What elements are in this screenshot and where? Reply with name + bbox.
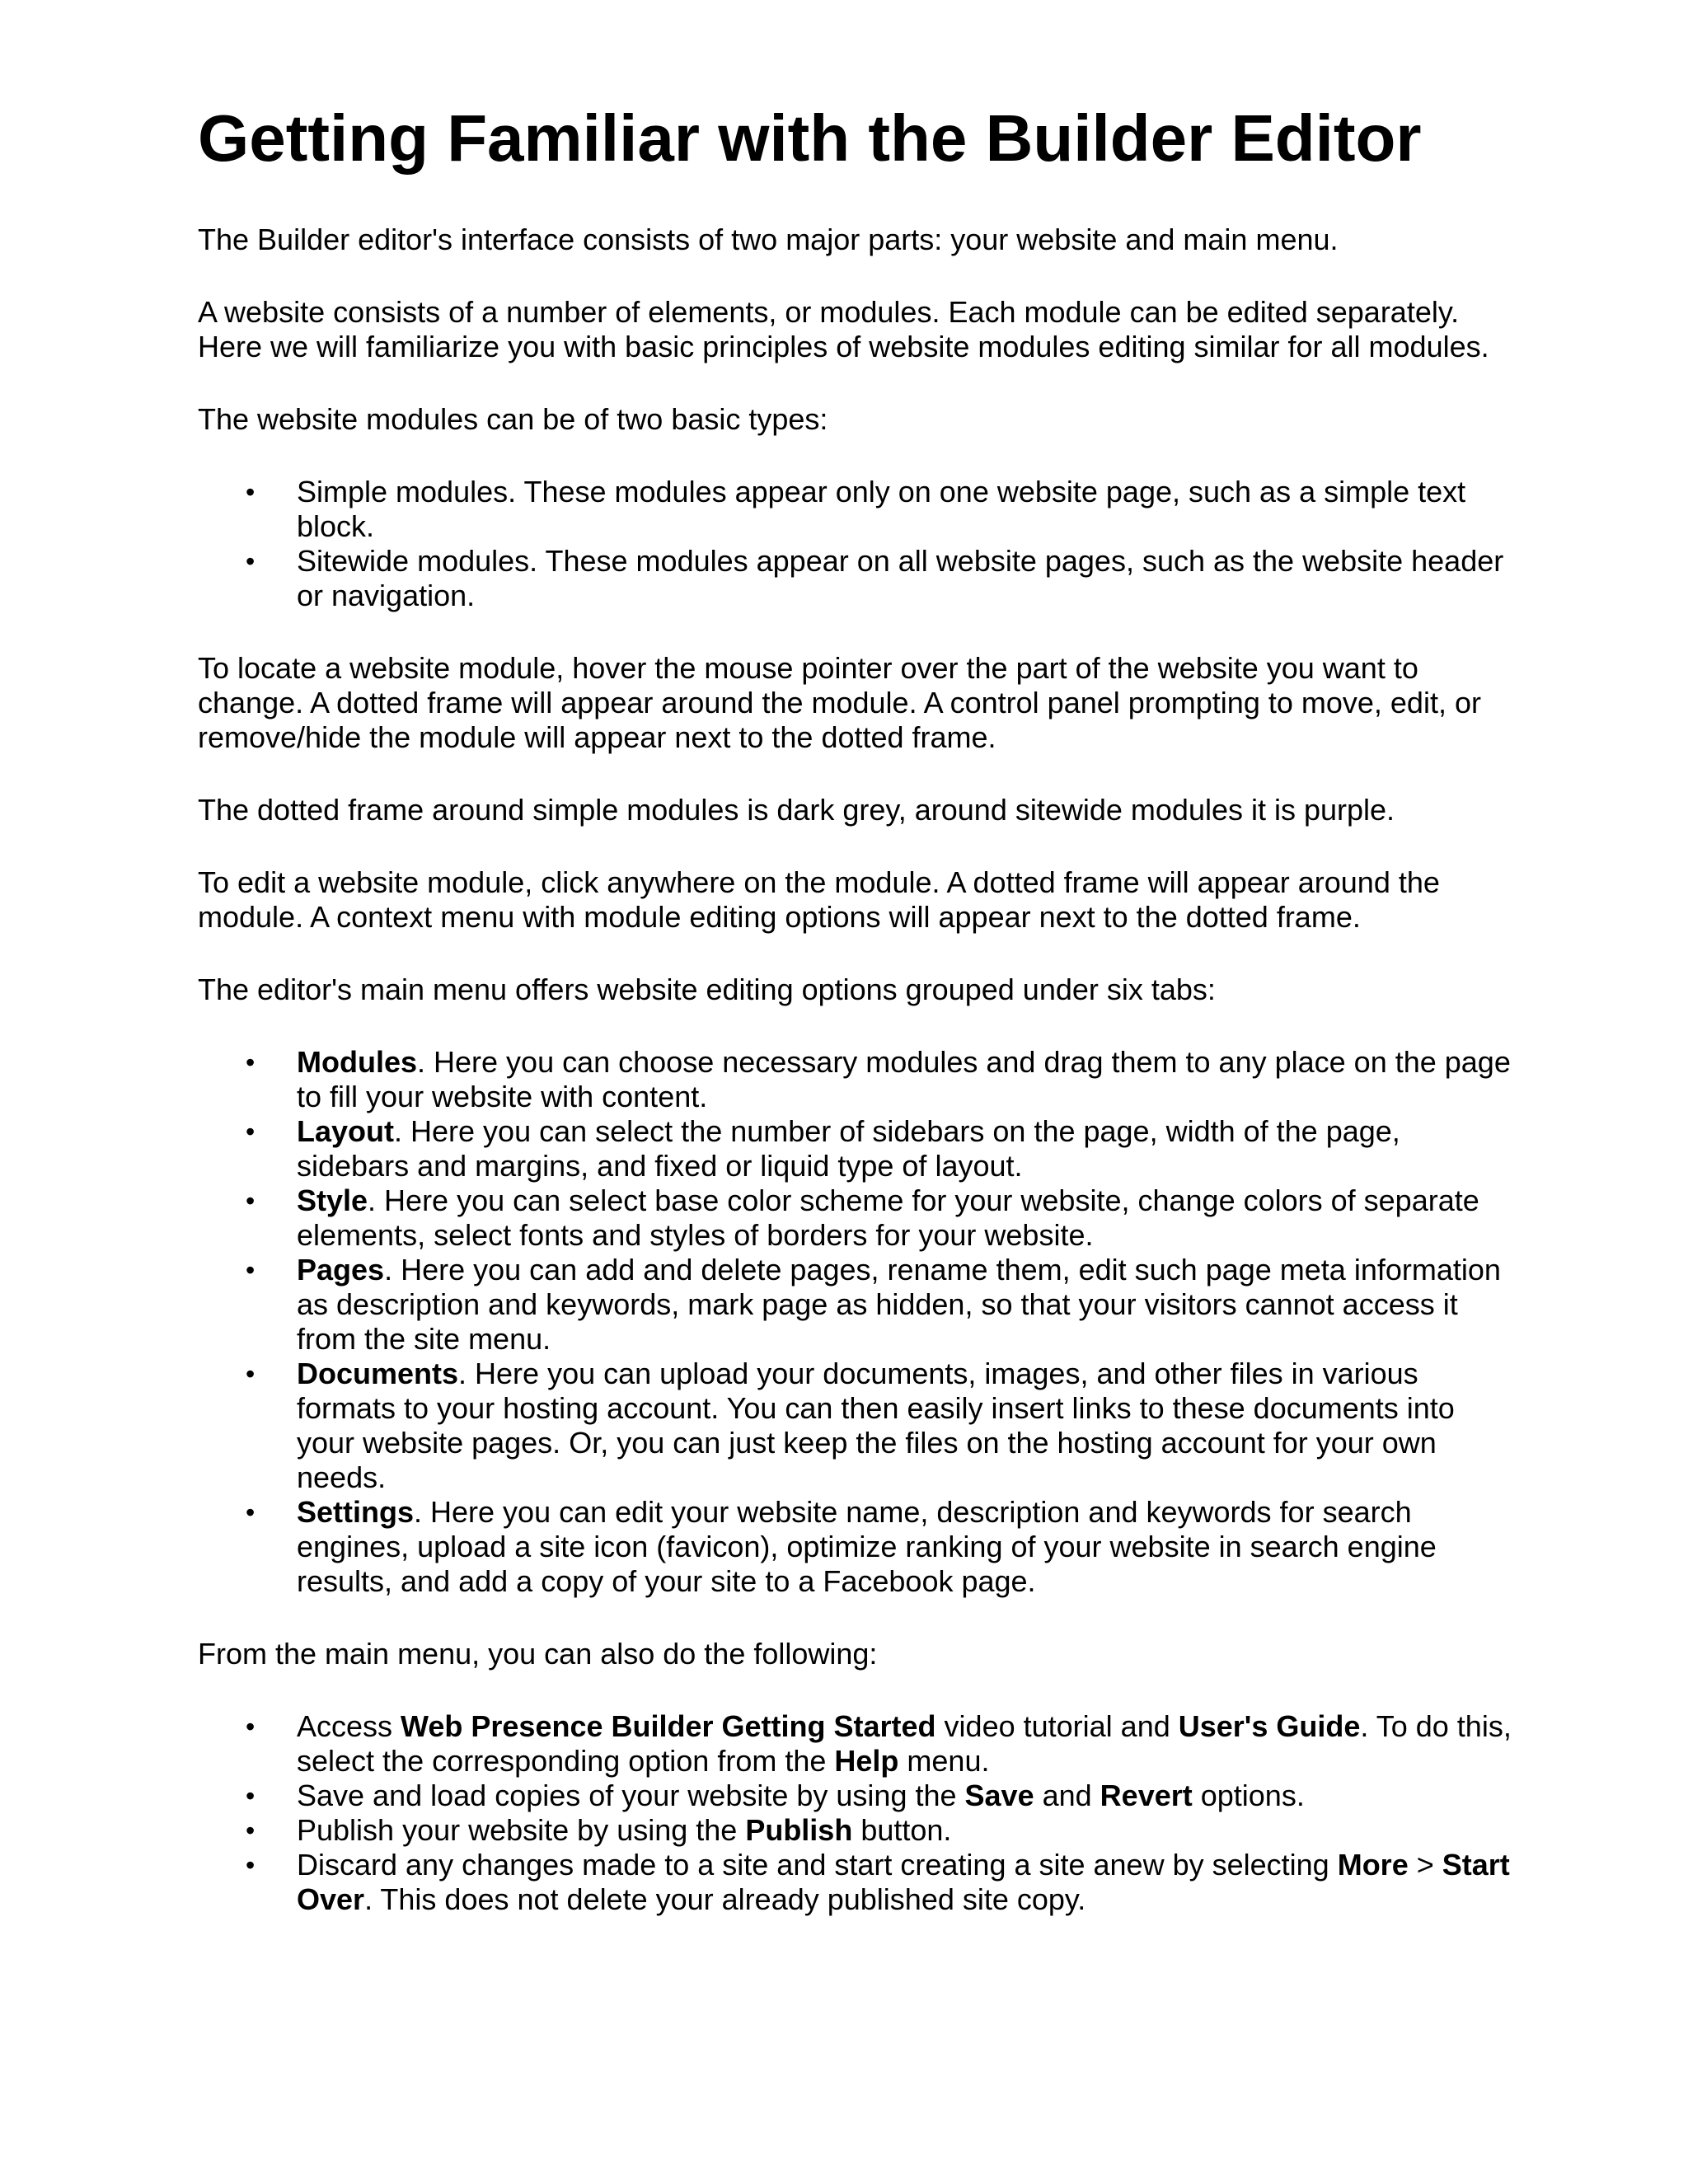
- text-run: Save and load copies of your website by using the: [297, 1779, 965, 1812]
- tab-description: . Here you can select base color scheme for your website, change colors of separate elements, select fonts and styles of borders for your website.: [297, 1183, 1479, 1252]
- list-item: [198, 1183, 1517, 1253]
- text-run: video tutorial and: [935, 1709, 1179, 1743]
- text-run: Access: [297, 1709, 401, 1743]
- bullet-icon: •: [246, 1712, 256, 1741]
- edit-paragraph: To edit a website module, click anywhere on the module. A dotted frame will appear around the module. A context menu with module editing options will appear next to the dotted frame.: [198, 865, 1440, 934]
- bullet-icon: •: [246, 477, 256, 507]
- locate-paragraph: To locate a website module, hover the mouse pointer over the part of the website you want to change. A dotted frame will appear around the module. A control panel prompting to move, edit, or remove/hide the module will appear next to the dotted frame.: [198, 651, 1481, 754]
- list-item: [198, 1709, 1517, 1779]
- bold-run: Help: [834, 1744, 899, 1778]
- bold-run: Publish: [745, 1813, 853, 1847]
- list-item: [198, 1114, 1517, 1183]
- bullet-icon: •: [246, 1186, 256, 1216]
- list-item: [198, 475, 1517, 544]
- tab-description: . Here you can upload your documents, images, and other files in various formats to your hosting account. You can then easily insert links to these documents into your website pages. Or, you can just keep the files on the hosting account for your own needs.: [297, 1357, 1455, 1494]
- bullet-icon: •: [246, 546, 256, 576]
- intro-paragraph: The Builder editor's interface consists of two major parts: your website and main menu.: [198, 223, 1339, 256]
- also-intro-paragraph: From the main menu, you can also do the following:: [198, 1637, 878, 1671]
- bold-run: More: [1337, 1848, 1409, 1882]
- text-run: options.: [1192, 1779, 1305, 1812]
- tab-description: . Here you can add and delete pages, rename them, edit such page meta information as description and keywords, mark page as hidden, so that your visitors cannot access it from the site menu.: [297, 1253, 1501, 1356]
- text-run: and: [1034, 1779, 1100, 1812]
- text-run: menu.: [898, 1744, 990, 1778]
- list-item: [198, 544, 1517, 613]
- list-item: [198, 1779, 1517, 1813]
- page-title: Getting Familiar with the Builder Editor: [198, 101, 1422, 175]
- bold-run: Save: [964, 1779, 1034, 1812]
- text-run: button.: [852, 1813, 952, 1847]
- bullet-icon: •: [246, 1816, 256, 1845]
- list-item-text: Simple modules. These modules appear only on one website page, such as a simple text block.: [297, 475, 1466, 543]
- list-item: [198, 1045, 1517, 1114]
- module-types-list: [198, 475, 1517, 613]
- modules-paragraph: A website consists of a number of elements, or modules. Each module can be edited separately. Here we will familiarize you with basic principles of website modules editing similar for all modules.: [198, 295, 1489, 363]
- bullet-icon: •: [246, 1781, 256, 1811]
- list-item: [198, 1253, 1517, 1357]
- bullet-icon: •: [246, 1497, 256, 1527]
- types-intro-paragraph: The website modules can be of two basic types:: [198, 402, 828, 436]
- tab-name-style: Style: [297, 1183, 368, 1217]
- bullet-icon: •: [246, 1255, 256, 1285]
- tab-name-layout: Layout: [297, 1114, 395, 1148]
- tab-description: . Here you can select the number of sidebars on the page, width of the page, sidebars and margins, and fixed or liquid type of layout.: [297, 1114, 1400, 1183]
- text-run: . This does not delete your already published site copy.: [364, 1882, 1086, 1916]
- text-run: Discard any changes made to a site and start creating a site anew by selecting: [297, 1848, 1338, 1882]
- text-run: >: [1408, 1848, 1442, 1882]
- bold-run: Start Over: [297, 1848, 1510, 1916]
- bold-run: User's Guide: [1178, 1709, 1361, 1743]
- bullet-icon: •: [246, 1850, 256, 1880]
- menu-tabs-list: [198, 1045, 1517, 1599]
- bold-run: Web Presence Builder Getting Started: [401, 1709, 936, 1743]
- document-page: [198, 97, 1517, 1917]
- tab-name-pages: Pages: [297, 1253, 385, 1286]
- bold-run: Revert: [1100, 1779, 1193, 1812]
- bullet-icon: •: [246, 1047, 256, 1077]
- tab-description: . Here you can edit your website name, description and keywords for search engines, upload a site icon (favicon), optimize ranking of your website in search engine results, and add a copy of your site to a Facebook page.: [297, 1495, 1437, 1598]
- list-item-text: Sitewide modules. These modules appear on all website pages, such as the website header or navigation.: [297, 544, 1504, 612]
- menu-intro-paragraph: The editor's main menu offers website editing options grouped under six tabs:: [198, 972, 1216, 1006]
- frame-colors-paragraph: The dotted frame around simple modules is dark grey, around sitewide modules it is purple.: [198, 793, 1395, 827]
- text-run: Publish your website by using the: [297, 1813, 746, 1847]
- bullet-icon: •: [246, 1359, 256, 1389]
- also-list: [198, 1709, 1517, 1917]
- list-item: [198, 1357, 1517, 1495]
- tab-name-modules: Modules: [297, 1045, 418, 1079]
- tab-description: . Here you can choose necessary modules and drag them to any place on the page to fill your website with content.: [297, 1045, 1511, 1113]
- list-item: [198, 1848, 1517, 1917]
- tab-name-settings: Settings: [297, 1495, 415, 1529]
- text-run: . To do this, select the corresponding option from the: [297, 1709, 1512, 1778]
- list-item: [198, 1495, 1517, 1599]
- list-item: [198, 1813, 1517, 1848]
- bullet-icon: •: [246, 1117, 256, 1146]
- tab-name-documents: Documents: [297, 1357, 459, 1390]
